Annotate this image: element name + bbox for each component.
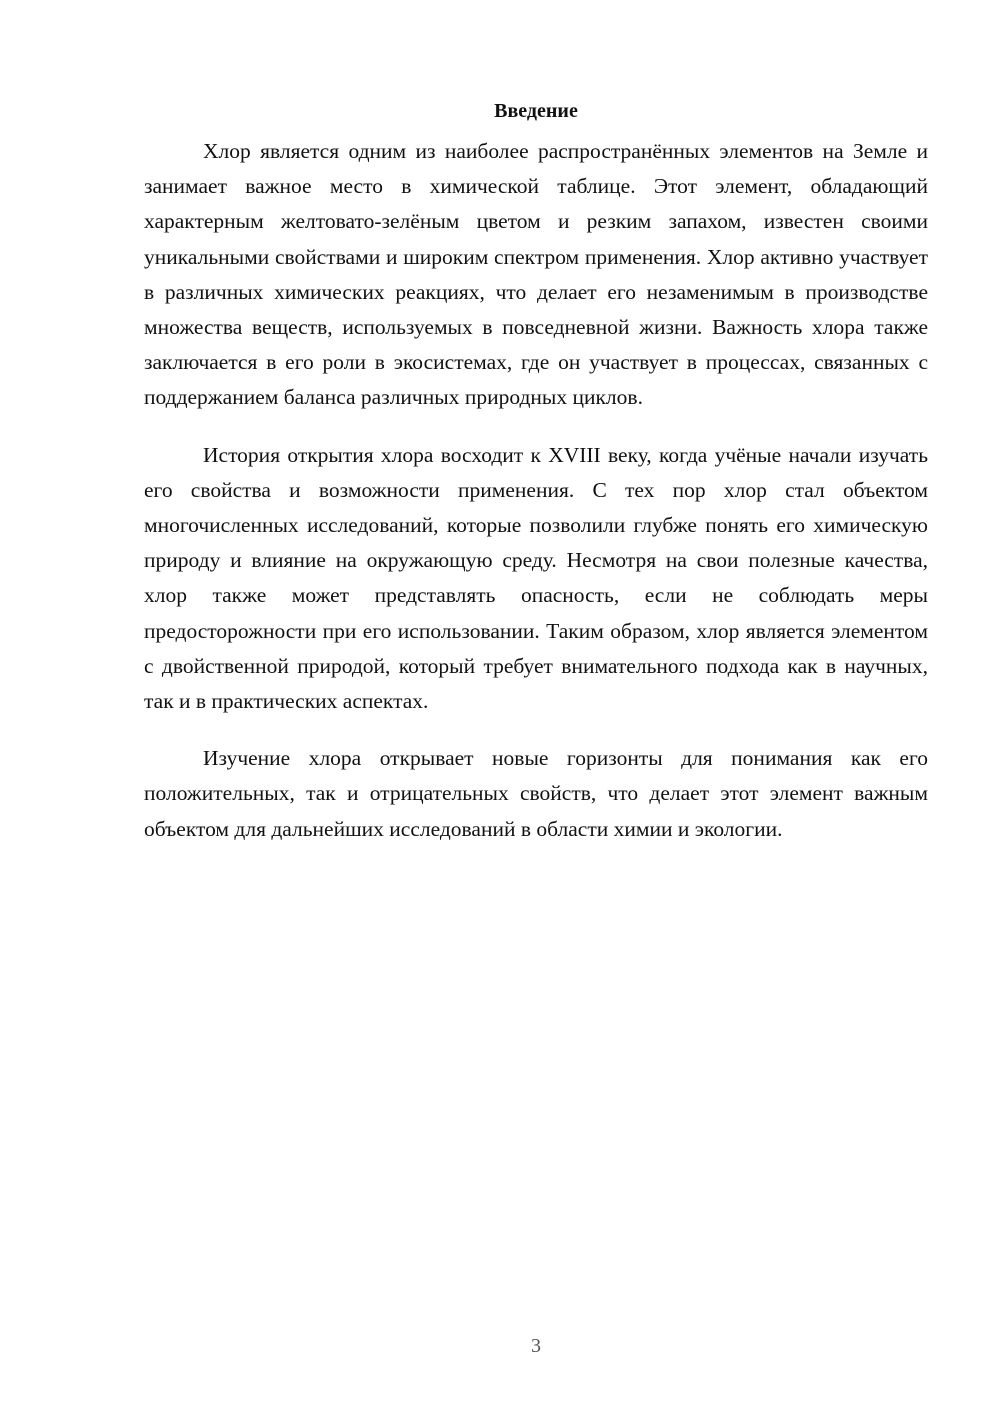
page-content: [144, 96, 928, 869]
paragraph-2: История открытия хлора восходит к XVIII веку, когда учёные начали изучать его свойства и возможности применения. С тех пор хлор стал объектом многочисленных исследований, которые позволили глубже понять его химическую природу и влияние на окружающую среду. Несмотря на свои полезные качества, хлор также может представлять опасность, если не соблюдать меры предосторожности при его использовании. Таким образом, хлор является элементом с двойственной природой, который требует внимательного подхода как в научных, так и в практических аспектах.: [144, 442, 928, 714]
page-number: 3: [531, 1335, 541, 1357]
paragraph-3: Изучение хлора открывает новые горизонты для понимания как его положительных, так и отрицательных свойств, что делает этот элемент важным объектом для дальнейших исследований в области химии и экологии.: [144, 746, 928, 841]
paragraph-1: Хлор является одним из наиболее распространённых элементов на Земле и занимает важное место в химической таблице. Этот элемент, обладающий характерным желтовато-зелёным цветом и резким запахом, известен своими уникальными свойствами и широким спектром применения. Хлор активно участвует в различных химических реакциях, что делает его незаменимым в производстве множества веществ, используемых в повседневной жизни. Важность хлора также заключается в его роли в экосистемах, где он участвует в процессах, связанных с поддержанием баланса различных природных циклов.: [144, 139, 928, 410]
section-heading: Введение: [494, 100, 578, 122]
